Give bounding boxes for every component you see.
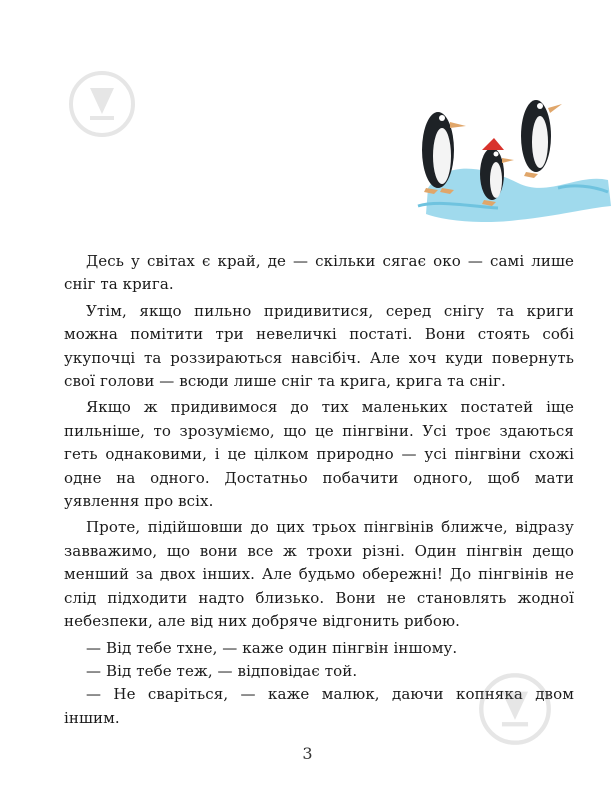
penguin-right xyxy=(521,100,562,178)
page-number: 3 xyxy=(302,744,313,763)
paragraph: Проте, підійшовши до цих трьох пінгвінів ближче, відразу завважимо, що вони все ж трохи різні. Один пінгвін дещо менший за двох інших. Але будьмо обережні! До пінгвінів не слід підходити надто близько. Вони не становлять жодної небезпеки, але від них добряче відгонить рибою. xyxy=(64,518,574,631)
dialogue-line: — Від тебе тхне, — каже один пінгвін іншому. xyxy=(86,638,458,657)
watermark-logo-icon xyxy=(478,672,552,746)
watermark-logo-icon xyxy=(68,70,136,138)
paragraph: Десь у світах є край, де — скільки сягає око — самі лише сніг та крига. xyxy=(64,252,574,294)
paragraph: Утім, якщо пильно придивитися, серед снігу та криги можна помітити три невеличкі постаті. Вони стоять собі укупочці та роззираються навсібіч. Але хоч куди повернуть свої голови — всюди лише сніг та крига, крига та сніг. xyxy=(64,301,574,391)
dialogue-line: — Від тебе теж, — відповідає той. xyxy=(86,661,358,680)
story-text xyxy=(64,250,574,730)
penguins-illustration xyxy=(408,88,613,230)
dialogue-line: — Не сваріться, — каже малюк, даючи копняка двом іншим. xyxy=(64,685,574,727)
paragraph: Якщо ж придивимося до тих маленьких постатей іще пильніше, то зрозуміємо, що це пінгвіни. Усі троє здаються геть однаковими, і це цілком природно — усі пінгвіни схожі одне на одного. Достатньо побачити одного, щоб мати уявлення про всіх. xyxy=(64,398,574,511)
